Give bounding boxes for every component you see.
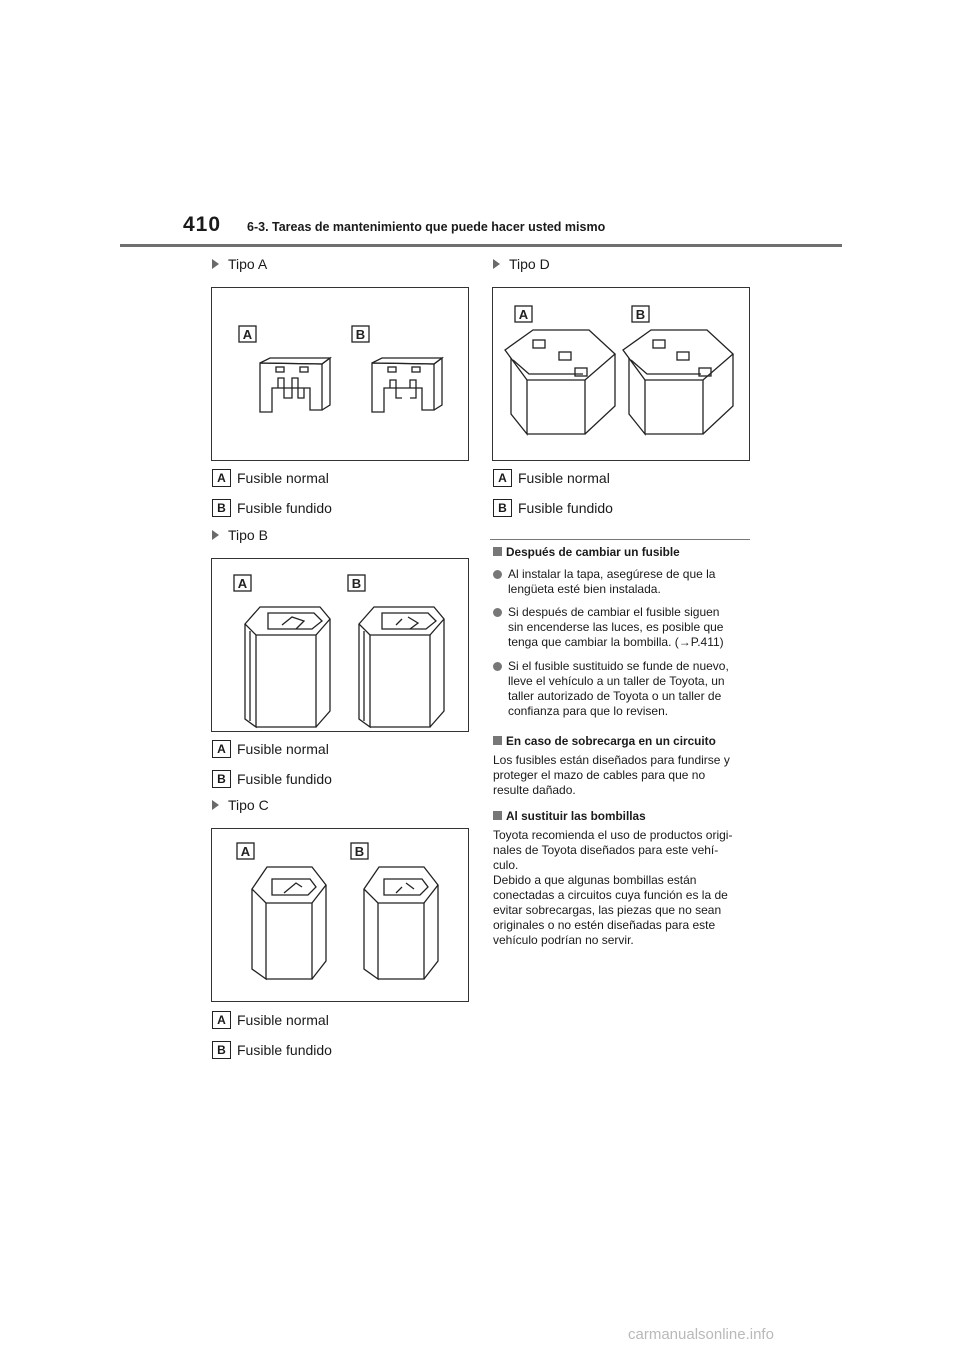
figure-type-c bbox=[211, 828, 469, 1002]
bullet-lights bbox=[493, 605, 755, 650]
bullet-line: tenga que cambiar la bombilla. (→P.411) bbox=[508, 635, 724, 649]
triangle-bullet-icon bbox=[212, 530, 219, 540]
type-b-label: Tipo B bbox=[228, 527, 268, 543]
legend-b-type-a bbox=[212, 499, 332, 517]
figure-type-d bbox=[492, 287, 750, 461]
legend-text-a: Fusible normal bbox=[237, 1012, 329, 1028]
figure-label-a: A bbox=[518, 307, 529, 322]
page-number: 410 bbox=[183, 213, 222, 236]
section-title: En caso de sobrecarga en un circuito bbox=[506, 734, 716, 748]
legend-text-a: Fusible normal bbox=[237, 741, 329, 757]
paragraph-line: Los fusibles están diseñados para fundirse y bbox=[493, 753, 730, 767]
paragraph-line: proteger el mazo de cables para que no bbox=[493, 768, 706, 782]
paragraph-line: culo. bbox=[493, 858, 519, 872]
type-a-heading bbox=[212, 256, 267, 272]
bullet-line: lleve el vehículo a un taller de Toyota, un bbox=[508, 674, 725, 688]
bullet-cover bbox=[493, 567, 755, 597]
bullet-line: confianza para que lo revisen. bbox=[508, 704, 669, 718]
square-bullet-icon bbox=[493, 736, 502, 745]
figure-type-b bbox=[211, 558, 469, 732]
bullet-line: Si después de cambiar el fusible siguen bbox=[508, 605, 720, 619]
section-circuit-overload bbox=[493, 734, 716, 748]
legend-text-b: Fusible fundido bbox=[237, 1042, 332, 1058]
legend-a-type-d bbox=[493, 469, 610, 487]
circle-bullet-icon bbox=[493, 662, 502, 671]
legend-text-b: Fusible fundido bbox=[237, 771, 332, 787]
figure-label-a: A bbox=[237, 576, 248, 591]
paragraph-line: vehículo podrían no servir. bbox=[493, 933, 634, 947]
paragraph-line: Toyota recomienda el uso de productos origi- bbox=[493, 828, 733, 842]
section-title: Al sustituir las bombillas bbox=[506, 809, 646, 823]
figure-label-a: A bbox=[240, 844, 251, 859]
figure-type-a bbox=[211, 287, 469, 461]
legend-a-type-c bbox=[212, 1011, 329, 1029]
bullet-line: sin encenderse las luces, es posible que bbox=[508, 620, 724, 634]
square-bullet-icon bbox=[493, 811, 502, 820]
type-c-heading bbox=[212, 797, 269, 813]
figure-label-b: B bbox=[354, 844, 365, 859]
type-a-label: Tipo A bbox=[228, 256, 268, 272]
section-title: Después de cambiar un fusible bbox=[506, 545, 680, 559]
header-divider bbox=[120, 244, 842, 247]
figure-label-b: B bbox=[355, 327, 366, 342]
figure-label-a: A bbox=[242, 327, 253, 342]
circle-bullet-icon bbox=[493, 570, 502, 579]
legend-text-a: Fusible normal bbox=[518, 470, 610, 486]
square-bullet-icon bbox=[493, 547, 502, 556]
circle-bullet-icon bbox=[493, 608, 502, 617]
type-b-heading bbox=[212, 527, 268, 543]
bullet-line: lengüeta esté bien instalada. bbox=[508, 582, 661, 596]
figure-label-b: B bbox=[351, 576, 362, 591]
legend-badge-b: B bbox=[212, 499, 231, 517]
watermark: carmanualsonline.info bbox=[628, 1326, 774, 1343]
paragraph-line: Debido a que algunas bombillas están bbox=[493, 873, 697, 887]
overload-paragraph bbox=[493, 753, 755, 798]
bullet-line: Al instalar la tapa, asegúrese de que la bbox=[508, 567, 716, 581]
type-d-heading bbox=[493, 256, 550, 272]
legend-text-a: Fusible normal bbox=[237, 470, 329, 486]
bullet-line: taller autorizado de Toyota o un taller de bbox=[508, 689, 722, 703]
paragraph-line: nales de Toyota diseñados para este vehí- bbox=[493, 843, 719, 857]
paragraph-line: resulte dañado. bbox=[493, 783, 576, 797]
paragraph-line: conectadas a circuitos cuya función es la de bbox=[493, 888, 728, 902]
legend-badge-a: A bbox=[212, 469, 231, 487]
triangle-bullet-icon bbox=[212, 800, 219, 810]
legend-a-type-a bbox=[212, 469, 329, 487]
legend-b-type-b bbox=[212, 770, 332, 788]
right-column-divider bbox=[490, 539, 750, 540]
triangle-bullet-icon bbox=[493, 259, 500, 269]
paragraph-line: originales o no estén diseñadas para este bbox=[493, 918, 716, 932]
legend-badge-a: A bbox=[212, 740, 231, 758]
legend-b-type-c bbox=[212, 1041, 332, 1059]
section-after-fuse-change bbox=[493, 545, 680, 559]
bulbs-paragraph bbox=[493, 828, 755, 948]
legend-badge-b: B bbox=[212, 1041, 231, 1059]
section-header-title: 6-3. Tareas de mantenimiento que puede hacer usted mismo bbox=[247, 220, 606, 234]
legend-badge-b: B bbox=[493, 499, 512, 517]
figure-label-b: B bbox=[635, 307, 646, 322]
section-replacing-bulbs bbox=[493, 809, 646, 823]
legend-badge-b: B bbox=[212, 770, 231, 788]
type-c-label: Tipo C bbox=[228, 797, 269, 813]
legend-text-b: Fusible fundido bbox=[237, 500, 332, 516]
legend-text-b: Fusible fundido bbox=[518, 500, 613, 516]
bullet-blown-again bbox=[493, 659, 755, 719]
bullet-line: Si el fusible sustituido se funde de nuevo, bbox=[508, 659, 729, 673]
legend-badge-a: A bbox=[493, 469, 512, 487]
type-d-label: Tipo D bbox=[509, 256, 550, 272]
paragraph-line: evitar sobrecargas, las piezas que no sean bbox=[493, 903, 722, 917]
legend-b-type-d bbox=[493, 499, 613, 517]
legend-badge-a: A bbox=[212, 1011, 231, 1029]
triangle-bullet-icon bbox=[212, 259, 219, 269]
legend-a-type-b bbox=[212, 740, 329, 758]
